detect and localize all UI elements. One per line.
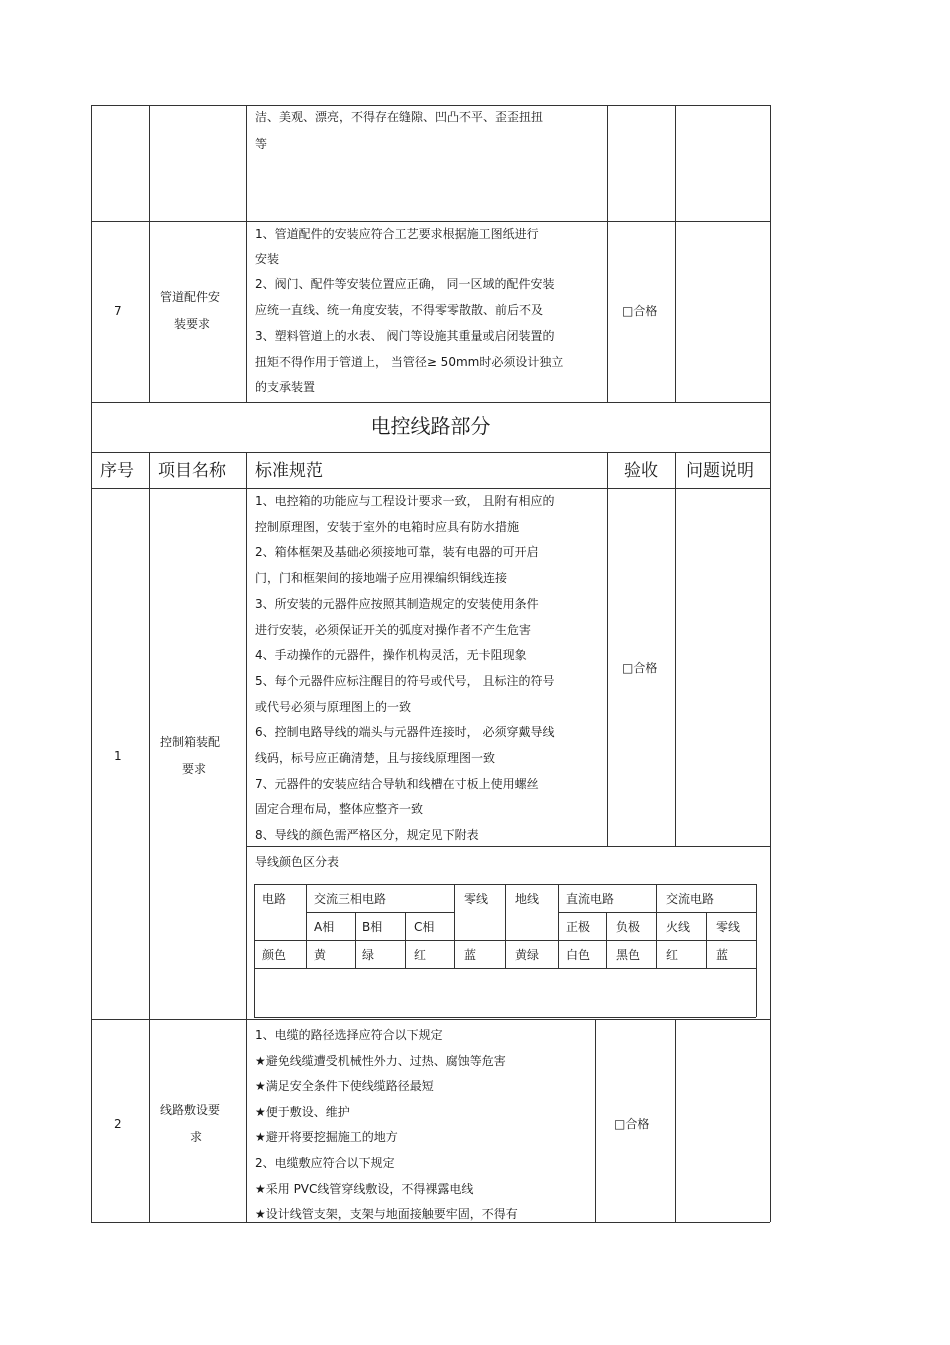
- e1-line-11: 线码，标号应正确清楚，且与接线原理图一致: [255, 751, 496, 765]
- color-table-row-line: [254, 968, 756, 969]
- color-table-ac: 交流电路: [666, 892, 715, 906]
- e1-name-2: 要求: [182, 762, 207, 776]
- row7-line-3: 2、阀门、配件等安装位置应正确， 同一区域的配件安装: [255, 277, 555, 291]
- row-divider: [91, 1019, 770, 1020]
- row7-line-7: 的支承装置: [255, 380, 316, 394]
- color-table-dc: 直流电路: [566, 892, 615, 906]
- e1-line-4: 门，门和框架间的接地端子应用裸编织铜线连接: [255, 571, 508, 586]
- col-divider: [675, 105, 676, 402]
- row-divider: [91, 402, 770, 403]
- color-table-border: [756, 884, 757, 1017]
- table-border: [91, 105, 92, 402]
- e2-line-3: ★满足安全条件下使线缆路径最短: [255, 1079, 434, 1094]
- row-divider: [246, 846, 770, 847]
- col-divider: [607, 105, 608, 402]
- row-divider: [91, 221, 770, 222]
- header-number: 序号: [100, 461, 134, 481]
- e2-line-2: ★避免线缆遭受机械性外力、过热、腐蚀等危害: [255, 1053, 506, 1068]
- col-divider: [246, 452, 247, 1222]
- color-table-color-ground: 黄绿: [515, 948, 540, 962]
- color-table-row-line: [306, 912, 454, 913]
- e1-line-13: 固定合理布局，整体应整齐一致: [255, 802, 424, 817]
- color-table-positive: 正极: [566, 920, 591, 934]
- row7-line-1: 1、管道配件的安装应符合工艺要求根据施工图纸进行: [255, 227, 539, 241]
- e1-line-5: 3、所安装的元器件应按照其制造规定的安装使用条件: [255, 596, 539, 611]
- row6-line-2: 等: [255, 137, 268, 151]
- color-table-color-positive: 白色: [566, 948, 591, 962]
- color-table-col-line: [558, 884, 559, 968]
- e2-line-7: ★采用 PVC线管穿线敷设，不得裸露电线: [255, 1181, 474, 1196]
- color-table-ac-neutral: 零线: [716, 920, 741, 934]
- col-divider: [595, 1019, 596, 1222]
- col-divider: [246, 105, 247, 402]
- row7-name-2: 装要求: [174, 317, 211, 331]
- e1-number: 1: [114, 749, 122, 763]
- row7-number: 7: [114, 304, 122, 318]
- table-border: [770, 452, 771, 1222]
- color-table-phase-b: B相: [362, 920, 383, 934]
- col-divider: [675, 1019, 676, 1222]
- color-table-col-line: [355, 912, 356, 968]
- color-table-color-b: 绿: [362, 948, 375, 962]
- col-divider: [149, 105, 150, 402]
- color-table-col-line: [656, 884, 657, 968]
- color-table-row-line: [558, 912, 756, 913]
- header-standard: 标准规范: [255, 461, 323, 481]
- color-table-col-line: [505, 884, 506, 968]
- e1-line-6: 进行安装，必须保证开关的弧度对操作者不产生危害: [255, 622, 532, 637]
- row7-name-1: 管道配件安: [160, 290, 221, 304]
- e1-line-12: 7、元器件的安装应结合导轨和线槽在寸板上使用螺丝: [255, 776, 539, 791]
- color-table-col-line: [606, 912, 607, 968]
- e1-line-1: 1、电控箱的功能应与工程设计要求一致， 且附有相应的: [255, 494, 555, 508]
- table-border: [770, 105, 771, 402]
- header-acceptance: 验收: [624, 461, 658, 481]
- row-divider: [91, 452, 770, 453]
- color-table-color-c: 红: [414, 948, 427, 962]
- color-table-color-a: 黄: [314, 948, 327, 962]
- color-table-col-line: [405, 912, 406, 968]
- section-title: 电控线路部分: [370, 414, 491, 438]
- row6-line-1: 洁、美观、漂亮，不得存在缝隙、凹凸不平、歪歪扭扭: [255, 110, 544, 124]
- color-table-col-line: [454, 884, 455, 968]
- e2-number: 2: [114, 1117, 122, 1131]
- e1-line-3: 2、箱体框架及基础必须接地可靠，装有电器的可开启: [255, 545, 539, 560]
- table-border: [770, 402, 771, 452]
- table-border: [91, 105, 770, 106]
- color-table-color-neutral: 蓝: [464, 948, 477, 962]
- color-table-negative: 负极: [616, 920, 641, 934]
- row7-line-2: 安装: [255, 252, 280, 266]
- row7-line-6: 扭矩不得作用于管道上， 当管径≥ 50mm时必须设计独立: [255, 355, 564, 369]
- e1-name-1: 控制箱装配: [160, 735, 221, 749]
- header-item-name: 项目名称: [158, 461, 226, 481]
- e1-accept-checkbox[interactable]: □合格: [622, 661, 658, 675]
- col-divider: [607, 452, 608, 846]
- color-table-border: [254, 884, 255, 1017]
- color-table-ac3: 交流三相电路: [314, 892, 387, 906]
- e2-line-8: ★设计线管支架，支架与地面接触要牢固，不得有: [255, 1207, 518, 1222]
- table-border: [91, 1222, 770, 1223]
- color-table-circuit: 电路: [262, 892, 287, 906]
- color-table-color-live: 红: [666, 948, 679, 962]
- color-table-phase-c: C相: [414, 920, 435, 934]
- e1-line-7: 4、手动操作的元器件，操作机构灵活，无卡阻现象: [255, 648, 527, 663]
- color-table-neutral: 零线: [464, 892, 489, 906]
- e1-line-8: 5、每个元器件应标注醒目的符号或代号， 且标注的符号: [255, 673, 555, 688]
- e2-name-2: 求: [190, 1130, 203, 1144]
- col-divider: [149, 452, 150, 1222]
- e1-line-9: 或代号必须与原理图上的一致: [255, 699, 412, 714]
- e1-line-10: 6、控制电路导线的端头与元器件连接时， 必须穿戴导线: [255, 725, 555, 740]
- color-table-live: 火线: [666, 920, 691, 934]
- color-table-col-line: [706, 912, 707, 968]
- color-table-border: [254, 1017, 756, 1018]
- e1-line-2: 控制原理图，安装于室外的电箱时应具有防水措施: [255, 519, 520, 534]
- col-divider: [675, 452, 676, 846]
- color-table-color-label: 颜色: [262, 948, 287, 962]
- e1-line-14: 8、导线的颜色需严格区分，规定见下附表: [255, 828, 479, 843]
- row-divider: [91, 488, 770, 489]
- color-table-color-negative: 黑色: [616, 948, 641, 962]
- color-table-ground: 地线: [515, 892, 540, 906]
- e2-line-5: ★避开将要挖掘施工的地方: [255, 1130, 398, 1145]
- color-table-col-line: [306, 884, 307, 968]
- row7-accept-checkbox[interactable]: □合格: [622, 304, 658, 318]
- header-issue-notes: 问题说明: [686, 461, 754, 481]
- row7-line-5: 3、塑料管道上的水表、 阀门等设施其重量或启闭装置的: [255, 329, 555, 343]
- e2-line-4: ★便于敷设、维护: [255, 1104, 350, 1119]
- color-table-caption: 导线颜色区分表: [255, 855, 340, 869]
- table-border: [91, 452, 92, 1222]
- color-table-color-ac-neutral: 蓝: [716, 948, 729, 962]
- e2-accept-checkbox[interactable]: □合格: [614, 1117, 650, 1131]
- e2-name-1: 线路敷设要: [160, 1103, 221, 1117]
- row7-line-4: 应统一直线、统一角度安装，不得零零散散、前后不及: [255, 303, 544, 317]
- color-table-phase-a: A相: [314, 920, 335, 934]
- e2-line-1: 1、电缆的路径选择应符合以下规定: [255, 1028, 443, 1042]
- e2-line-6: 2、电缆敷应符合以下规定: [255, 1156, 395, 1170]
